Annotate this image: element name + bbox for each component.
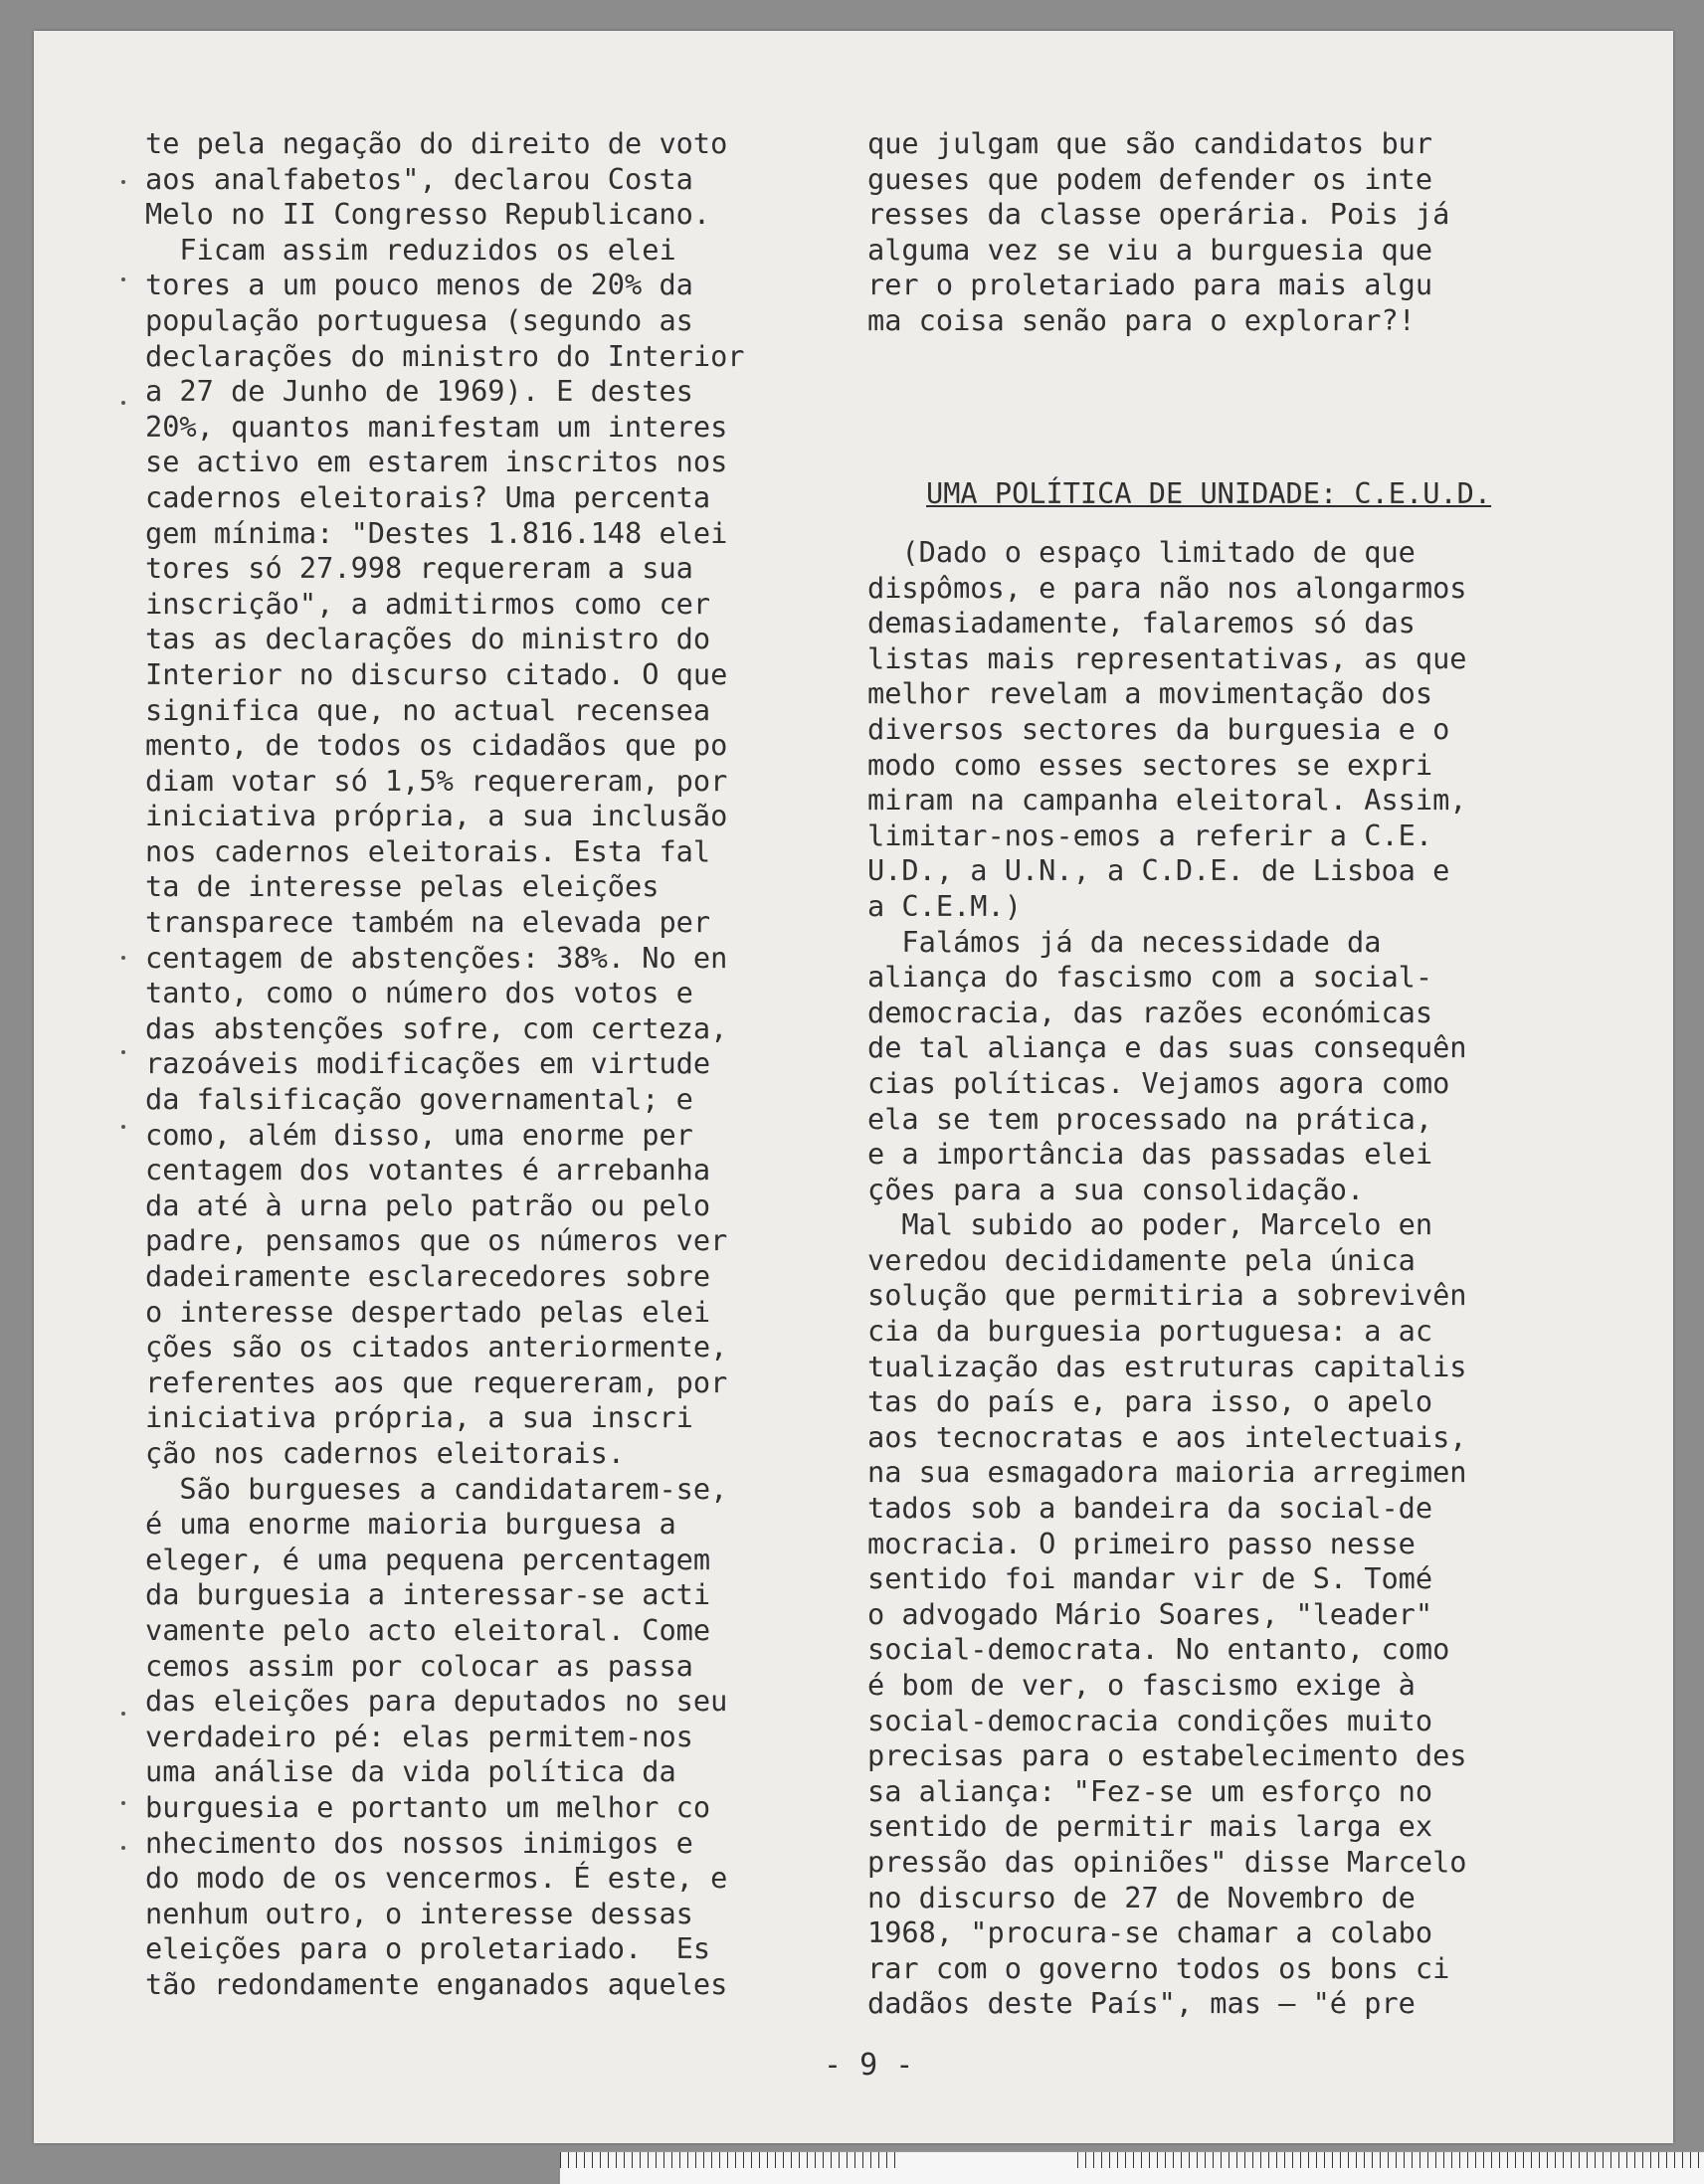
text-line: o interesse despertado pelas elei [145,1294,711,1329]
text-line: burguesia e portanto um melhor co [145,1789,711,1824]
text-line: gueses que podem defender os inte [867,161,1433,196]
text-line: resses da classe operária. Pois já [867,197,1450,232]
text-line: gem mínima: "Destes 1.816.148 elei [145,515,728,550]
text-line: tualização das estruturas capitalis [867,1349,1467,1383]
text-line: padre, pensamos que os números ver [145,1223,728,1258]
text-line: cadernos eleitorais? Uma percenta [145,479,711,514]
left-text-column [145,126,745,2002]
text-line: nos cadernos eleitorais. Esta fal [145,833,711,868]
text-line: cias políticas. Vejamos agora como [867,1065,1450,1100]
text-line: é bom de ver, o fascismo exige à [867,1668,1416,1702]
section-heading: UMA POLÍTICA DE UNIDADE: C.E.U.D. [926,476,1492,510]
text-line: sentido de permitir mais larga ex [867,1809,1433,1844]
text-line: social-democrata. No entanto, como [867,1632,1450,1667]
text-line: pressão das opiniões" disse Marcelo [867,1844,1467,1879]
text-line: ção nos cadernos eleitorais. [145,1435,626,1470]
text-line: Interior no discurso citado. O que [145,656,728,691]
text-line: melhor revelam a movimentação dos [867,676,1433,711]
text-line: que julgam que são candidatos bur [867,126,1433,160]
text-line: ta de interesse pelas eleições [145,869,660,904]
text-line: declarações do ministro do Interior [145,338,745,373]
text-line: centagem dos votantes é arrebanha [145,1153,711,1187]
text-line: tas do país e, para isso, o apelo [867,1384,1433,1419]
text-line: centagem de abstenções: 38%. No en [145,940,728,975]
text-line: diversos sectores da burguesia e o [867,711,1450,746]
text-line: da burguesia a interessar-se acti [145,1577,711,1612]
text-line: solução que permitiria a sobrevivên [867,1278,1467,1313]
text-line: tas as declarações do ministro do [145,622,711,656]
text-line: da até à urna pelo patrão ou pelo [145,1187,711,1222]
text-line: se activo em estarem inscritos nos [145,445,728,479]
text-line: das eleições para deputados no seu [145,1684,728,1719]
text-line: eleger, é uma pequena percentagem [145,1542,711,1576]
text-line: aos tecnocratas e aos intelectuais, [867,1419,1467,1454]
text-line: cia da burguesia portuguesa: a ac [867,1314,1433,1349]
text-line: nhecimento dos nossos inimigos e [145,1825,693,1860]
text-line: como, além disso, uma enorme per [145,1117,693,1152]
text-line: referentes aos que requereram, por [145,1365,728,1399]
text-line: o advogado Mário Soares, "leader" [867,1596,1433,1631]
text-line: dadeiramente esclarecedores sobre [145,1259,711,1293]
text-line: ções são os citados anteriormente, [145,1330,728,1365]
right-text-column-top [867,126,1449,339]
text-line: população portuguesa (segundo as [145,302,693,337]
text-line: São burgueses a candidatarem-se, [145,1471,728,1506]
text-line: alguma vez se viu a burguesia que [867,232,1433,267]
text-line: das abstenções sofre, com certeza, [145,1010,728,1045]
text-line: modo como esses sectores se expri [867,747,1433,782]
text-line: ma coisa senão para o explorar?! [867,302,1416,337]
text-line: mento, de todos os cidadãos que po [145,728,728,763]
text-line: inscrição", a admitirmos como cer [145,586,711,621]
text-line: iniciativa própria, a sua inscri [145,1400,693,1435]
text-line: limitar-nos-emos a referir a C.E. [867,818,1433,852]
text-line: da falsificação governamental; e [145,1082,693,1117]
text-line: te pela negação do direito de voto [145,126,728,160]
text-line: de tal aliança e das suas consequên [867,1030,1467,1065]
text-line: mocracia. O primeiro passo nesse [867,1526,1416,1560]
text-line: sentido foi mandar vir de S. Tomé [867,1561,1433,1596]
text-line: dispômos, e para não nos alongarmos [867,570,1467,605]
text-line: cemos assim por colocar as passa [145,1648,693,1683]
text-line: verdadeiro pé: elas permitem-nos [145,1719,693,1753]
right-text-column-main [867,535,1467,2022]
text-line: aos analfabetos", declarou Costa [145,161,693,196]
text-line: ções para a sua consolidação. [867,1172,1365,1206]
text-line: ela se tem processado na prática, [867,1101,1433,1136]
page-number: - 9 - [824,2048,914,2083]
text-line: tores a um pouco menos de 20% da [145,268,693,302]
text-line: na sua esmagadora maioria arregimen [867,1455,1467,1490]
text-line: precisas para o estabelecimento des [867,1738,1467,1773]
text-line: iniciativa própria, a sua inclusão [145,799,728,833]
text-line: transparece também na elevada per [145,905,711,940]
text-line: a C.E.M.) [867,888,1022,923]
text-line: nenhum outro, o interesse dessas [145,1896,693,1930]
document-page [34,31,1673,2143]
text-line: rer o proletariado para mais algu [867,268,1433,302]
text-line: a 27 de Junho de 1969). E destes [145,374,693,409]
text-line: vamente pelo acto eleitoral. Come [145,1612,711,1647]
text-line: 20%, quantos manifestam um interes [145,409,728,444]
text-line: Mal subido ao poder, Marcelo en [867,1207,1433,1242]
text-line: Ficam assim reduzidos os elei [145,232,676,267]
text-line: eleições para o proletariado. Es [145,1931,711,1966]
text-line: tores só 27.998 requereram a sua [145,551,693,586]
text-line: Melo no II Congresso Republicano. [145,197,711,232]
text-line: social-democracia condições muito [867,1703,1433,1737]
text-line: e a importância das passadas elei [867,1137,1433,1172]
text-line: tão redondamente enganados aqueles [145,1966,728,2001]
text-line: veredou decididamente pela única [867,1242,1416,1277]
text-line: 1968, "procura-se chamar a colabo [867,1915,1433,1950]
text-line: é uma enorme maioria burguesa a [145,1507,676,1542]
text-line: sa aliança: "Fez-se um esforço no [867,1773,1433,1808]
text-line: tanto, como o número dos votos e [145,976,693,1010]
ruler-gap [898,2152,1077,2184]
text-line: dadãos deste País", mas — "é pre [867,1986,1416,2021]
text-line: rar com o governo todos os bons ci [867,1950,1450,1985]
text-line: Falámos já da necessidade da [867,924,1382,959]
ruler-ticks [560,2152,1704,2168]
text-line: democracia, das razões económicas [867,995,1433,1029]
text-line: razoáveis modificações em virtude [145,1046,711,1081]
text-line: (Dado o espaço limitado de que [867,535,1416,569]
text-line: diam votar só 1,5% requereram, por [145,763,728,798]
text-line: uma análise da vida política da [145,1754,676,1789]
text-line: significa que, no actual recensea [145,692,711,727]
scale-ruler [560,2151,1704,2184]
text-line: demasiadamente, falaremos só das [867,606,1416,640]
text-line: no discurso de 27 de Novembro de [867,1880,1416,1914]
text-line: listas mais representativas, as que [867,640,1467,675]
text-line: U.D., a U.N., a C.D.E. de Lisboa e [867,853,1450,888]
text-line: miram na campanha eleitoral. Assim, [867,783,1467,818]
text-line: tados sob a bandeira da social-de [867,1491,1433,1526]
text-line: do modo de os vencermos. É este, e [145,1861,728,1896]
text-line: aliança do fascismo com a social- [867,960,1433,995]
